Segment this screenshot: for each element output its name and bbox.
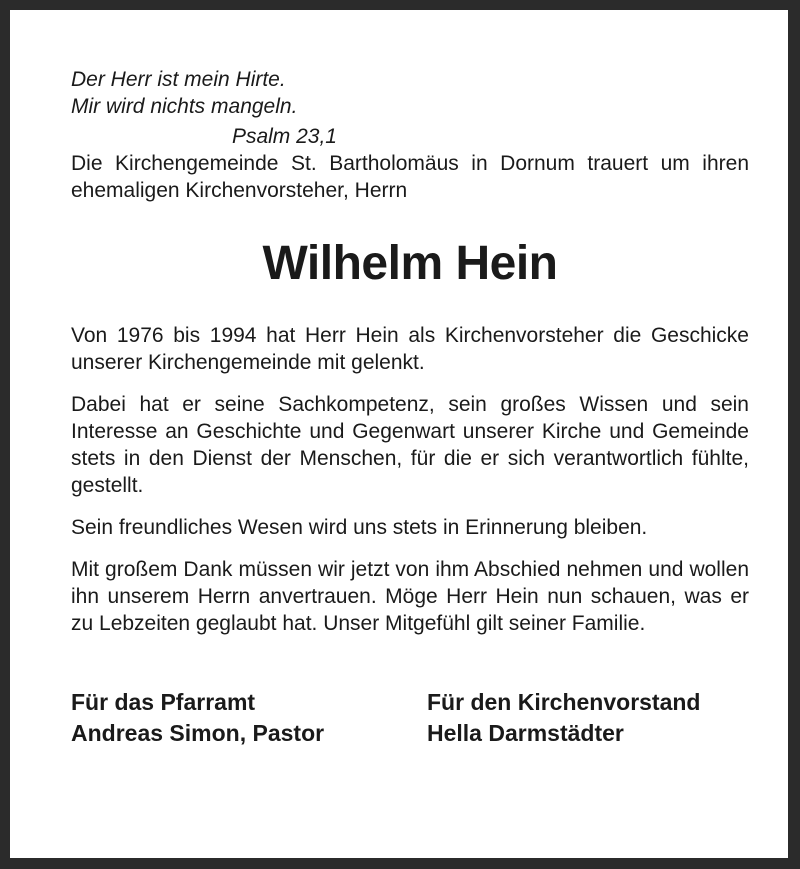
signature-right-name: Hella Darmstädter bbox=[427, 720, 624, 746]
signature-left-name: Andreas Simon, Pastor bbox=[71, 720, 325, 746]
signature-church-board bbox=[427, 687, 749, 749]
bible-verse bbox=[71, 66, 337, 150]
paragraph-remembrance: Sein freundliches Wesen wird uns stets in Erinnerung bleiben. bbox=[71, 516, 648, 539]
paragraph-tenure: Von 1976 bis 1994 hat Herr Hein als Kirchenvorsteher die Geschicke unserer Kirchengemeinde mit gelenkt. bbox=[71, 324, 749, 374]
signature-left-role: Für das Pfarramt bbox=[71, 689, 256, 715]
intro-text: Die Kirchengemeinde St. Bartholomäus in Dornum trauert um ihren ehemaligen Kirchenvorsteher, Herrn bbox=[71, 152, 749, 202]
obituary-content bbox=[71, 66, 749, 749]
signature-parish-office bbox=[71, 687, 324, 749]
paragraph-contribution: Dabei hat er seine Sachkompetenz, sein großes Wissen und sein Interesse an Geschichte und Gegenwart unserer Kirche und Gemeinde stets in den Dienst der Menschen, für die er sich verantwortlich fühlte, gestellt. bbox=[71, 393, 749, 497]
deceased-name: Wilhelm Hein bbox=[262, 237, 558, 290]
verse-line-1: Der Herr ist mein Hirte. bbox=[71, 68, 286, 91]
paragraph-farewell: Mit großem Dank müssen wir jetzt von ihm Abschied nehmen und wollen ihn unserem Herrn anvertrauen. Möge Herr Hein nun schauen, was er zu Lebzeiten geglaubt hat. Unser Mitgefühl gilt seiner Familie. bbox=[71, 558, 749, 635]
verse-line-2: Mir wird nichts mangeln. bbox=[71, 95, 298, 118]
signature-right-role: Für den Kirchenvorstand bbox=[427, 689, 701, 715]
signatures bbox=[71, 687, 749, 749]
verse-reference: Psalm 23,1 bbox=[231, 125, 337, 148]
